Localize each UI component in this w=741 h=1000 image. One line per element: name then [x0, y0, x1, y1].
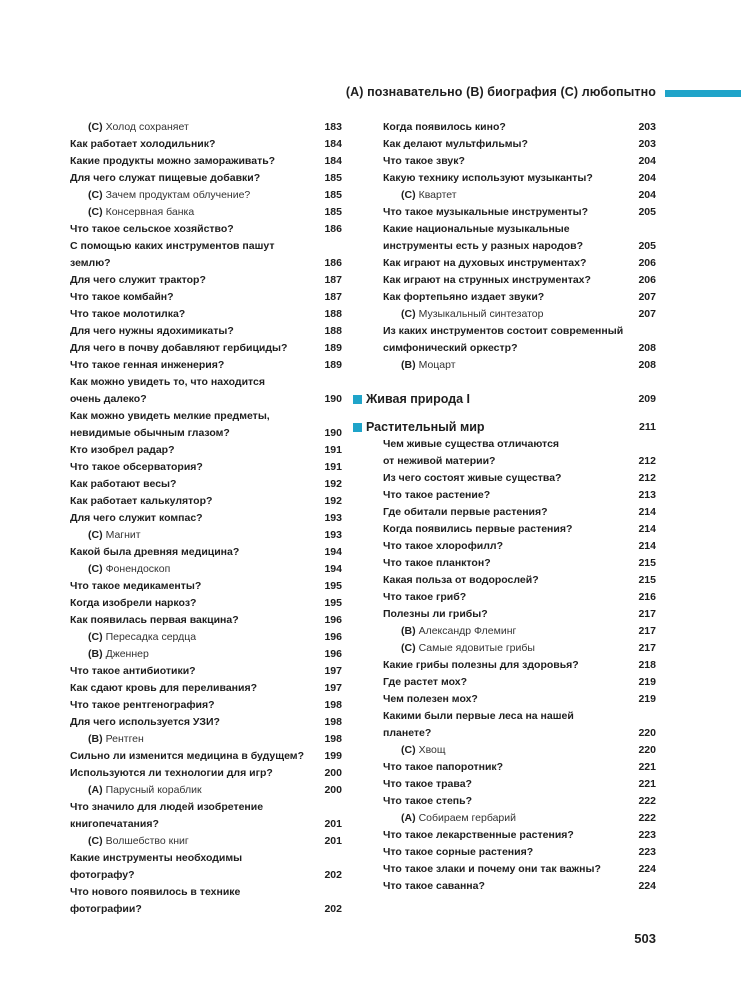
- toc-entry[interactable]: [70, 595, 342, 612]
- toc-entry-title: Что такое молотилка?: [70, 308, 186, 320]
- section-square-icon: [353, 395, 362, 404]
- toc-page-number: 188: [324, 308, 342, 320]
- toc-entry-title: очень далеко?: [70, 393, 147, 405]
- toc-spacer: [383, 408, 656, 419]
- toc-entry-title: Какие грибы полезны для здоровья?: [383, 659, 579, 671]
- toc-entry[interactable]: [70, 544, 342, 561]
- toc-page-number: 217: [638, 608, 656, 620]
- toc-entry[interactable]: [70, 391, 342, 408]
- category-tag: (С): [88, 835, 103, 847]
- toc-entry[interactable]: [383, 221, 656, 238]
- toc-entry[interactable]: [383, 238, 656, 255]
- category-tag: (В): [88, 733, 103, 745]
- toc-entry[interactable]: [383, 170, 656, 187]
- toc-page-number: 196: [324, 648, 342, 660]
- toc-subentry[interactable]: [383, 357, 656, 374]
- toc-entry[interactable]: [383, 504, 656, 521]
- toc-entry[interactable]: [70, 816, 342, 833]
- toc-entry-title: Как можно увидеть мелкие предметы,: [70, 410, 270, 422]
- toc-page-number: 187: [324, 291, 342, 303]
- toc-page-number: 217: [638, 642, 656, 654]
- toc-page-number: 190: [324, 393, 342, 405]
- category-tag: (С): [88, 121, 103, 133]
- toc-entry-title: Как делают мультфильмы?: [383, 138, 528, 150]
- category-tag: (А): [88, 784, 103, 796]
- toc-page-number: 216: [638, 591, 656, 603]
- toc-page-number: 195: [324, 580, 342, 592]
- toc-section-heading[interactable]: [366, 391, 656, 408]
- toc-entry-title: Что такое злаки и почему они так важны?: [383, 863, 601, 875]
- toc-page-number: 200: [324, 767, 342, 779]
- toc-page-number: 197: [324, 665, 342, 677]
- toc-entry-title: Что такое лекарственные растения?: [383, 829, 574, 841]
- toc-entry-title: землю?: [70, 257, 111, 269]
- toc-entry-title: Чем полезен мох?: [383, 693, 478, 705]
- toc-entry-title: Что такое медикаменты?: [70, 580, 202, 592]
- toc-entry[interactable]: [383, 136, 656, 153]
- toc-page-number: 204: [638, 189, 656, 201]
- toc-entry-title: Для чего служат пищевые добавки?: [70, 172, 261, 184]
- toc-page-number: 203: [638, 138, 656, 150]
- toc-page-number: 199: [324, 750, 342, 762]
- toc-subentry[interactable]: [70, 527, 342, 544]
- toc-entry-title: Как играют на струнных инструментах?: [383, 274, 591, 286]
- toc-page-number: 185: [324, 189, 342, 201]
- toc-entry-title: Что такое обсерватория?: [70, 461, 203, 473]
- toc-entry[interactable]: [70, 510, 342, 527]
- toc-page-number: 212: [638, 472, 656, 484]
- toc-entry-title: Как появилась первая вакцина?: [70, 614, 239, 626]
- toc-page-number: 185: [324, 172, 342, 184]
- toc-entry[interactable]: [70, 289, 342, 306]
- header-accent-bar: [665, 90, 741, 97]
- toc-page-number: 217: [638, 625, 656, 637]
- toc-page-number: 205: [638, 206, 656, 218]
- toc-entry-title: Пересадка сердца: [105, 631, 197, 643]
- toc-page-number: 198: [324, 716, 342, 728]
- toc-entry-title: Когда изобрели наркоз?: [70, 597, 197, 609]
- toc-entry[interactable]: [383, 538, 656, 555]
- toc-entry-title: Что нового появилось в технике: [70, 886, 241, 898]
- toc-subentry[interactable]: [383, 810, 656, 827]
- toc-entry-title: Какой была древняя медицина?: [70, 546, 240, 558]
- toc-page-number: 192: [324, 478, 342, 490]
- toc-entry[interactable]: [70, 663, 342, 680]
- toc-subentry[interactable]: [70, 833, 342, 850]
- toc-entry[interactable]: [383, 725, 656, 742]
- toc-page-number: 187: [324, 274, 342, 286]
- toc-page-number: 190: [324, 427, 342, 439]
- toc-entry-title: Для чего нужны ядохимикаты?: [70, 325, 234, 337]
- toc-entry[interactable]: [383, 674, 656, 691]
- section-square-icon: [353, 423, 362, 432]
- toc-entry-title: Собираем гербарий: [418, 812, 516, 824]
- toc-entry-title: Какие инструменты необходимы: [70, 852, 243, 864]
- toc-page-number: 189: [324, 359, 342, 371]
- toc-entry[interactable]: [383, 793, 656, 810]
- toc-page-number: 213: [638, 489, 656, 501]
- toc-entry-title: Растительный мир: [366, 420, 485, 434]
- toc-page-number: 193: [324, 512, 342, 524]
- toc-page-number: 191: [324, 444, 342, 456]
- toc-entry-title: Чем живые существа отличаются: [383, 438, 560, 450]
- category-tag: (С): [401, 308, 416, 320]
- toc-subentry[interactable]: [70, 646, 342, 663]
- toc-entry[interactable]: [383, 470, 656, 487]
- toc-entry-title: фотографии?: [70, 903, 142, 915]
- toc-page-number: 221: [638, 778, 656, 790]
- toc-page-number: 205: [638, 240, 656, 252]
- toc-entry-title: Консервная банка: [105, 206, 195, 218]
- toc-entry[interactable]: [70, 323, 342, 340]
- toc-entry[interactable]: [70, 255, 342, 272]
- toc-entry-title: Что такое сорные растения?: [383, 846, 534, 858]
- toc-page-number: 219: [638, 676, 656, 688]
- category-tag: (С): [401, 642, 416, 654]
- toc-entry[interactable]: [70, 238, 342, 255]
- toc-entry-title: Где растет мох?: [383, 676, 468, 688]
- toc-entry-title: Александр Флеминг: [418, 625, 517, 637]
- toc-entry-title: Что такое саванна?: [383, 880, 485, 892]
- toc-entry[interactable]: [70, 357, 342, 374]
- toc-page-number: 186: [324, 257, 342, 269]
- toc-column-right: [366, 119, 656, 895]
- category-tag: (А): [401, 812, 416, 824]
- toc-subentry[interactable]: [70, 782, 342, 799]
- toc-entry-title: Что такое сельское хозяйство?: [70, 223, 234, 235]
- toc-subentry[interactable]: [70, 731, 342, 748]
- category-tag: (В): [401, 625, 416, 637]
- toc-entry-title: Когда появилось кино?: [383, 121, 506, 133]
- toc-subentry[interactable]: [70, 119, 342, 136]
- toc-page-number: 197: [324, 682, 342, 694]
- toc-entry-title: Какая польза от водорослей?: [383, 574, 539, 586]
- toc-entry[interactable]: [383, 119, 656, 136]
- toc-entry-title: Как можно увидеть то, что находится: [70, 376, 266, 388]
- toc-entry[interactable]: [70, 697, 342, 714]
- toc-entry-title: Что такое комбайн?: [70, 291, 174, 303]
- toc-page-number: 218: [638, 659, 656, 671]
- toc-page-number: 201: [324, 835, 342, 847]
- toc-page-number: 200: [324, 784, 342, 796]
- category-tag: (С): [88, 189, 103, 201]
- toc-entry-title: Музыкальный синтезатор: [418, 308, 544, 320]
- category-tag: (В): [88, 648, 103, 660]
- toc-page-number: 220: [638, 744, 656, 756]
- toc-entry[interactable]: [383, 657, 656, 674]
- toc-page-number: 201: [324, 818, 342, 830]
- toc-entry-title: Что такое папоротник?: [383, 761, 504, 773]
- toc-page-number: 224: [638, 880, 656, 892]
- toc-entry[interactable]: [383, 827, 656, 844]
- toc-entry[interactable]: [383, 708, 656, 725]
- toc-page-number: 183: [324, 121, 342, 133]
- toc-entry-title: книгопечатания?: [70, 818, 159, 830]
- toc-page-number: 212: [638, 455, 656, 467]
- toc-entry[interactable]: [70, 374, 342, 391]
- toc-entry[interactable]: [70, 680, 342, 697]
- toc-entry-title: Из чего состоят живые существа?: [383, 472, 562, 484]
- toc-page-number: 215: [638, 557, 656, 569]
- toc-entry[interactable]: [383, 878, 656, 895]
- toc-entry-title: фотографу?: [70, 869, 135, 881]
- toc-entry-title: Магнит: [105, 529, 141, 541]
- category-tag: (С): [88, 206, 103, 218]
- toc-entry[interactable]: [70, 340, 342, 357]
- toc-page-number: 203: [638, 121, 656, 133]
- toc-page-number: 222: [638, 795, 656, 807]
- toc-entry[interactable]: [383, 453, 656, 470]
- toc-entry-title: Волшебство книг: [105, 835, 189, 847]
- category-tag: (С): [88, 563, 103, 575]
- toc-entry-title: от неживой материи?: [383, 455, 496, 467]
- toc-entry-title: Когда появились первые растения?: [383, 523, 573, 535]
- toc-page-number: 191: [324, 461, 342, 473]
- toc-page-number: 214: [638, 523, 656, 535]
- toc-entry-title: Для чего служит компас?: [70, 512, 203, 524]
- toc-entry-title: Для чего служит трактор?: [70, 274, 206, 286]
- toc-subentry[interactable]: [383, 187, 656, 204]
- toc-entry-title: Как фортепьяно издает звуки?: [383, 291, 545, 303]
- toc-entry-title: Что такое рентгенография?: [70, 699, 215, 711]
- toc-entry[interactable]: [383, 861, 656, 878]
- toc-entry-title: Рентген: [105, 733, 144, 745]
- toc-page-number: 204: [638, 172, 656, 184]
- toc-entry[interactable]: [70, 884, 342, 901]
- toc-page-number: 195: [324, 597, 342, 609]
- toc-entry-title: Что такое трава?: [383, 778, 472, 790]
- toc-entry[interactable]: [70, 578, 342, 595]
- toc-entry[interactable]: [383, 776, 656, 793]
- toc-page-number: 220: [638, 727, 656, 739]
- toc-entry[interactable]: [383, 759, 656, 776]
- toc-entry[interactable]: [70, 748, 342, 765]
- toc-page-number: 223: [638, 829, 656, 841]
- toc-entry[interactable]: [70, 459, 342, 476]
- toc-entry[interactable]: [383, 572, 656, 589]
- toc-page-number: 188: [324, 325, 342, 337]
- toc-page-number: 185: [324, 206, 342, 218]
- toc-entry[interactable]: [70, 221, 342, 238]
- toc-entry-title: Дженнер: [105, 648, 149, 660]
- toc-entry-title: Самые ядовитые грибы: [418, 642, 535, 654]
- toc-entry-title: Сильно ли изменится медицина в будущем?: [70, 750, 304, 762]
- toc-entry[interactable]: [383, 289, 656, 306]
- toc-subentry[interactable]: [70, 187, 342, 204]
- toc-entry[interactable]: [383, 589, 656, 606]
- toc-page-number: 198: [324, 699, 342, 711]
- toc-page-number: 184: [324, 155, 342, 167]
- toc-page-number: 207: [638, 308, 656, 320]
- toc-entry-title: Зачем продуктам облучение?: [105, 189, 251, 201]
- toc-entry-title: невидимые обычным глазом?: [70, 427, 230, 439]
- toc-page-number: 222: [638, 812, 656, 824]
- toc-entry[interactable]: [70, 153, 342, 170]
- toc-page-number: 206: [638, 257, 656, 269]
- toc-entry[interactable]: [383, 255, 656, 272]
- toc-page-number: 206: [638, 274, 656, 286]
- toc-page-number: 202: [324, 869, 342, 881]
- toc-subentry[interactable]: [383, 640, 656, 657]
- toc-entry-title: Как работают весы?: [70, 478, 177, 490]
- toc-entry-title: Что такое хлорофилл?: [383, 540, 503, 552]
- toc-entry-title: Хвощ: [418, 744, 446, 756]
- toc-entry[interactable]: [70, 765, 342, 782]
- toc-entry-title: Фонендоскоп: [105, 563, 171, 575]
- toc-page-number: 215: [638, 574, 656, 586]
- toc-page-number: 189: [324, 342, 342, 354]
- toc-entry[interactable]: [70, 901, 342, 918]
- toc-entry[interactable]: [70, 272, 342, 289]
- toc-entry[interactable]: [70, 612, 342, 629]
- toc-entry-title: Холод сохраняет: [105, 121, 189, 133]
- category-tag: (В): [401, 359, 416, 371]
- toc-page-number: 214: [638, 506, 656, 518]
- toc-page-number: 209: [638, 393, 656, 405]
- toc-page-number: 214: [638, 540, 656, 552]
- toc-entry[interactable]: [383, 153, 656, 170]
- toc-subentry[interactable]: [70, 204, 342, 221]
- toc-entry-title: Что такое степь?: [383, 795, 473, 807]
- toc-entry-title: Что такое антибиотики?: [70, 665, 196, 677]
- toc-entry-title: инструменты есть у разных народов?: [383, 240, 584, 252]
- toc-entry-title: Для чего в почву добавляют гербициды?: [70, 342, 288, 354]
- toc-entry-title: Какую технику используют музыканты?: [383, 172, 593, 184]
- toc-section-heading[interactable]: [366, 419, 656, 436]
- toc-entry[interactable]: [70, 867, 342, 884]
- toc-column-left: [70, 119, 342, 918]
- toc-entry[interactable]: [70, 170, 342, 187]
- toc-page-number: 196: [324, 631, 342, 643]
- toc-entry-title: Что такое музыкальные инструменты?: [383, 206, 589, 218]
- toc-entry[interactable]: [383, 606, 656, 623]
- toc-page-number: 208: [638, 359, 656, 371]
- toc-page-number: 186: [324, 223, 342, 235]
- toc-page-number: 198: [324, 733, 342, 745]
- toc-entry[interactable]: [383, 272, 656, 289]
- page-number: 503: [634, 931, 656, 946]
- toc-entry-title: Как сдают кровь для переливания?: [70, 682, 258, 694]
- toc-page-number: 208: [638, 342, 656, 354]
- toc-entry[interactable]: [383, 521, 656, 538]
- legend-header: (А) познавательно (В) биография (С) любопытно: [345, 85, 656, 99]
- toc-entry-title: Что такое гриб?: [383, 591, 467, 603]
- toc-entry-title: С помощью каких инструментов пашут: [70, 240, 275, 252]
- toc-entry[interactable]: [383, 204, 656, 221]
- toc-entry[interactable]: [383, 555, 656, 572]
- toc-entry[interactable]: [383, 340, 656, 357]
- toc-entry[interactable]: [383, 487, 656, 504]
- toc-entry-title: Полезны ли грибы?: [383, 608, 488, 620]
- toc-entry[interactable]: [383, 691, 656, 708]
- toc-entry[interactable]: [70, 425, 342, 442]
- toc-page-number: 211: [639, 421, 656, 433]
- toc-page-number: 194: [324, 563, 342, 575]
- toc-page-number: 204: [638, 155, 656, 167]
- toc-spacer: [383, 374, 656, 391]
- toc-entry[interactable]: [70, 799, 342, 816]
- toc-subentry[interactable]: [383, 306, 656, 323]
- toc-entry-title: Как работает холодильник?: [70, 138, 216, 150]
- toc-entry-title: Используются ли технологии для игр?: [70, 767, 273, 779]
- toc-entry-title: Что такое генная инженерия?: [70, 359, 225, 371]
- toc-entry-title: Моцарт: [418, 359, 456, 371]
- toc-entry-title: Что значило для людей изобретение: [70, 801, 264, 813]
- toc-entry-title: симфонический оркестр?: [383, 342, 518, 354]
- toc-entry-title: Что такое звук?: [383, 155, 465, 167]
- category-tag: (С): [401, 744, 416, 756]
- toc-subentry[interactable]: [70, 629, 342, 646]
- toc-entry[interactable]: [70, 714, 342, 731]
- toc-page-number: 207: [638, 291, 656, 303]
- toc-entry-title: Какие национальные музыкальные: [383, 223, 570, 235]
- toc-page-number: 194: [324, 546, 342, 558]
- toc-entry-title: Квартет: [418, 189, 457, 201]
- toc-entry-title: Что такое растение?: [383, 489, 491, 501]
- toc-entry-title: Какие продукты можно замораживать?: [70, 155, 276, 167]
- category-tag: (С): [401, 189, 416, 201]
- toc-page-number: 223: [638, 846, 656, 858]
- toc-page-number: 184: [324, 138, 342, 150]
- toc-page-number: 202: [324, 903, 342, 915]
- toc-entry-title: планете?: [383, 727, 432, 739]
- category-tag: (С): [88, 631, 103, 643]
- toc-entry-title: Для чего используется УЗИ?: [70, 716, 220, 728]
- toc-page-number: 193: [324, 529, 342, 541]
- category-tag: (С): [88, 529, 103, 541]
- toc-page-number: 221: [638, 761, 656, 773]
- toc-entry-title: Какими были первые леса на нашей: [383, 710, 574, 722]
- toc-entry[interactable]: [70, 306, 342, 323]
- toc-subentry[interactable]: [70, 561, 342, 578]
- toc-entry[interactable]: [383, 436, 656, 453]
- toc-page-number: 219: [638, 693, 656, 705]
- toc-entry-title: Как работает калькулятор?: [70, 495, 213, 507]
- toc-subentry[interactable]: [383, 742, 656, 759]
- toc-entry[interactable]: [383, 844, 656, 861]
- toc-entry-title: Из каких инструментов состоит современный: [383, 325, 624, 337]
- toc-page-number: 224: [638, 863, 656, 875]
- toc-entry-title: Парусный кораблик: [105, 784, 202, 796]
- toc-entry[interactable]: [70, 493, 342, 510]
- toc-entry[interactable]: [70, 442, 342, 459]
- toc-entry[interactable]: [70, 408, 342, 425]
- toc-entry-title: Кто изобрел радар?: [70, 444, 175, 456]
- toc-entry-title: Живая природа I: [366, 392, 471, 406]
- toc-page-number: 192: [324, 495, 342, 507]
- toc-entry[interactable]: [70, 850, 342, 867]
- toc-subentry[interactable]: [383, 623, 656, 640]
- toc-entry-title: Как играют на духовых инструментах?: [383, 257, 587, 269]
- toc-entry[interactable]: [70, 476, 342, 493]
- toc-entry[interactable]: [70, 136, 342, 153]
- toc-entry[interactable]: [383, 323, 656, 340]
- toc-entry-title: Где обитали первые растения?: [383, 506, 548, 518]
- toc-entry-title: Что такое планктон?: [383, 557, 491, 569]
- toc-page-number: 196: [324, 614, 342, 626]
